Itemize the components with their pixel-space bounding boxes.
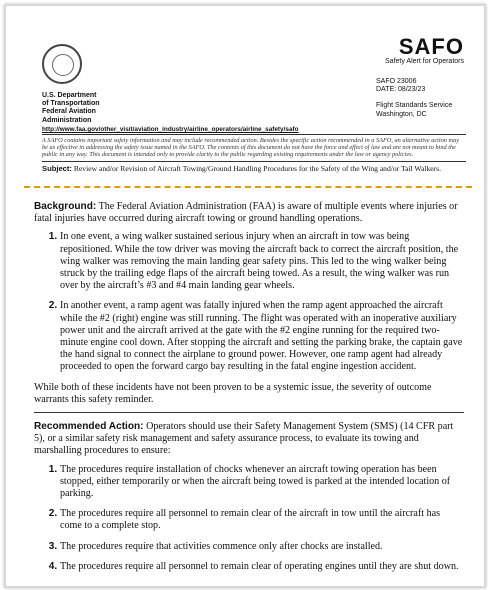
safo-logo-text: SAFO: [398, 34, 464, 59]
list-item: 1. In one event, a wing walker sustained serious injury when an aircraft in tow was being repositioned. While the tow driver was moving the aircraft back to correct the aircraft position, the wing walker was removing the main landing gear safety pins. This led to the wing walker being struck by the trailing edge flaps of the aircraft being towed. As a result, the wing walker was run over by the aircraft’s #3 and #4 main landing gear wheels.: [60, 231, 464, 292]
document-body: [34, 201, 464, 581]
dept-line: Administration: [42, 116, 92, 124]
recommended-actions-list: [34, 464, 464, 573]
disclaimer-text: A SAFO contains important safety information and may include recommended action. Besides the specific action recommended in a SAFO, an alternative action may be as effective in addressing the safety issue named in the SAFO. The contents of this document do not have the force and effect of law and are not meant to bind the public in any way. This document is intended only to provide clarity to the public regarding existing requirements under the law or agency policies.: [42, 137, 460, 158]
department-block: [42, 92, 100, 125]
subject-divider: [42, 161, 466, 162]
background-closing: While both of these incidents have not been proven to be a systemic issue, the severity of outcome warrants this safety reminder.: [34, 381, 432, 405]
list-item: 1. The procedures require installation of chocks whenever an aircraft towing operation has been stopped, either temporarily or when the aircraft being towed is parked at the intended location of parking.: [60, 464, 464, 501]
header-divider: [42, 134, 466, 135]
safo-page: [24, 26, 472, 581]
office-line: Washington, DC: [376, 110, 427, 118]
recommended-intro: Operators should use their Safety Management System (SMS) (14 CFR part 5), or a similar safety risk management and safety assurance process, to evaluate its towing and marshalling procedures to ensure:: [34, 421, 454, 457]
safo-meta: [376, 78, 464, 119]
safo-logo: [385, 36, 464, 66]
dot-seal-icon: [42, 44, 82, 84]
dept-line: U.S. Department: [42, 92, 97, 99]
list-item: 2. In another event, a ramp agent was fatally injured when the ramp agent approached the aircraft while the #2 (right) engine was still running. The flight was operated with an inoperative auxiliary power unit and the aircraft arrived at the gate with the #2 engine running for the required two-minute engine cool down. After stopping the aircraft and setting the parking brake, the captain gave the hand signal to connect the airplane to ground power. However, one ramp agent had already proceeded to open the forward cargo bay resulting in the fatal engine ingestion accident.: [60, 300, 464, 373]
recommended-divider: [34, 412, 464, 413]
safo-logo-subtitle: Safety Alert for Operators: [385, 58, 464, 65]
background-events-list: [34, 231, 464, 373]
list-item: 2. The procedures require all personnel to remain clear of the aircraft in tow until the aircraft has come to a complete stop.: [60, 508, 464, 532]
recommended-label: Recommended Action:: [34, 421, 144, 433]
subject-label: Subject:: [42, 164, 72, 173]
recommended-paragraph: [34, 421, 464, 458]
safo-number: SAFO 23006: [376, 78, 417, 85]
dept-line: of Transportation: [42, 100, 100, 108]
background-label: Background:: [34, 201, 97, 212]
subject-text: Review and/or Revision of Aircraft Towing/Ground Handling Procedures for the Safety of the Wing and/or Tail Walkers.: [73, 164, 442, 173]
document-frame: [4, 4, 486, 588]
office-line: Flight Standards Service: [376, 102, 453, 110]
list-item: 4. The procedures require all personnel to remain clear of operating engines until they are shut down.: [60, 561, 464, 573]
subject-block: [42, 164, 466, 173]
dept-line: Federal Aviation: [42, 108, 96, 116]
list-item: 3. The procedures require that activities commence only after chocks are installed.: [60, 541, 464, 553]
safo-date: DATE: 08/23/23: [376, 86, 426, 94]
background-intro: The Federal Aviation Administration (FAA) is aware of multiple events where injuries or fatal injuries have occurred during aircraft towing or ground handling operations.: [34, 201, 458, 225]
safo-url-link[interactable]: http://www.faa.gov/other_visit/aviation_industry/airline_operators/airline_safety/safo: [42, 126, 299, 133]
section-dashed-divider: [24, 186, 472, 188]
background-paragraph: [34, 201, 464, 225]
